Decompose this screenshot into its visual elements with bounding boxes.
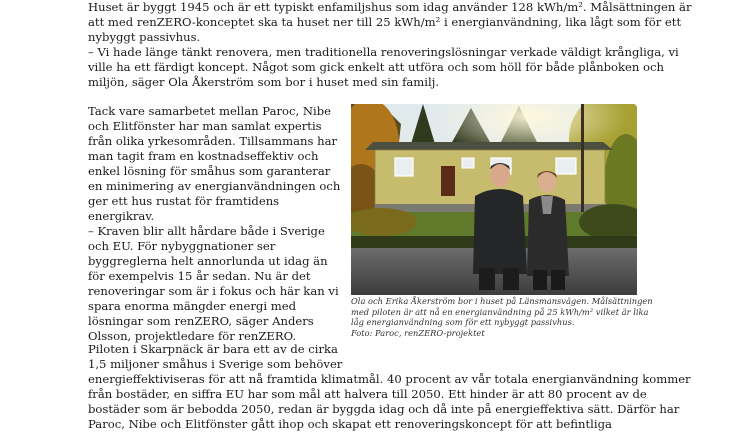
text-line: renoveringar som är i fokus och här kan vi [88, 284, 339, 298]
house-photo [351, 104, 637, 295]
text-line: miljön, säger Ola Åkerström som bor i huset med sin familj. [88, 75, 439, 89]
text-line: man tagit fram en kostnadseffektiv och [88, 149, 319, 163]
photo-caption [351, 296, 651, 338]
text-line: 1,5 miljoner småhus i Sverige som behöver [88, 357, 343, 371]
text-line: energieffektiviseras för att nå framtida klimatmål. 40 procent av vår totala energianvändning kommer [88, 372, 691, 386]
text-line: och Elitfönster har man samlat expertis [88, 119, 322, 133]
text-line: lösningar som renZERO, säger Anders [88, 314, 314, 328]
text-line: Piloten i Skarpnäck är bara ett av de cirka [88, 342, 338, 356]
caption-line: med piloten är att nå en energianvändning på 25 kWh/m² vilket är lika [351, 306, 649, 317]
text-line: – Kraven blir allt hårdare både i Sverige [88, 224, 325, 238]
text-line: enkel lösning för småhus som garanterar [88, 164, 331, 178]
text-line: från bostäder, en siffra EU har som mål att halvera till 2050. Ett hinder är att 80 procent av de [88, 387, 647, 401]
text-line: energikrav. [88, 209, 155, 223]
text-line: Olsson, projektledare för renZERO. [88, 329, 297, 343]
text-line: bostäder som är bebodda 2050, redan är byggda idag och då inte på energieffektiva sätt. Därför har [88, 402, 680, 416]
intro-paragraph [88, 0, 691, 90]
text-line: ville ha ett färdigt koncept. Något som gick enkelt att utföra och som höll för både plånboken och [88, 60, 665, 74]
caption-line: låg energianvändning som för ett nybyggt passivhus. [351, 317, 575, 328]
text-line: Paroc, Nibe och Elitfönster gått ihop och skapat ett renoveringskoncept för att befintliga [88, 417, 612, 431]
text-line: från olika yrkesområden. Tillsammans har [88, 134, 338, 148]
text-line: att med renZERO-konceptet ska ta huset ner till 25 kWh/m² i energianvändning, lika lågt som för ett [88, 15, 682, 29]
text-line: Tack vare samarbetet mellan Paroc, Nibe [88, 104, 332, 118]
caption-line: Ola och Erika Åkerström bor i huset på Länsmansvägen. Målsättningen [351, 296, 653, 306]
text-line: byggreglerna helt annorlunda ut idag än [88, 254, 328, 268]
text-line: Huset är byggt 1945 och är ett typiskt enfamiljshus som idag använder 128 kWh/m². Målsättningen är [88, 0, 692, 14]
text-line: nybyggt passivhus. [88, 30, 201, 44]
text-line: en minimering av energianvändningen och [88, 179, 341, 193]
text-line: spara enorma mängder energi med [88, 299, 296, 313]
photo-credit: Foto: Paroc, renZERO-projektet [351, 327, 485, 338]
text-line: – Vi hade länge tänkt renovera, men traditionella renoveringslösningar verkade väldigt krångliga, vi [88, 45, 679, 59]
text-line: ger ett hus rustat för framtidens [88, 194, 280, 208]
text-line: för exempelvis 15 år sedan. Nu är det [88, 269, 311, 283]
left-column-paragraph [88, 104, 340, 344]
text-line: och EU. För nybyggnationer ser [88, 239, 276, 253]
